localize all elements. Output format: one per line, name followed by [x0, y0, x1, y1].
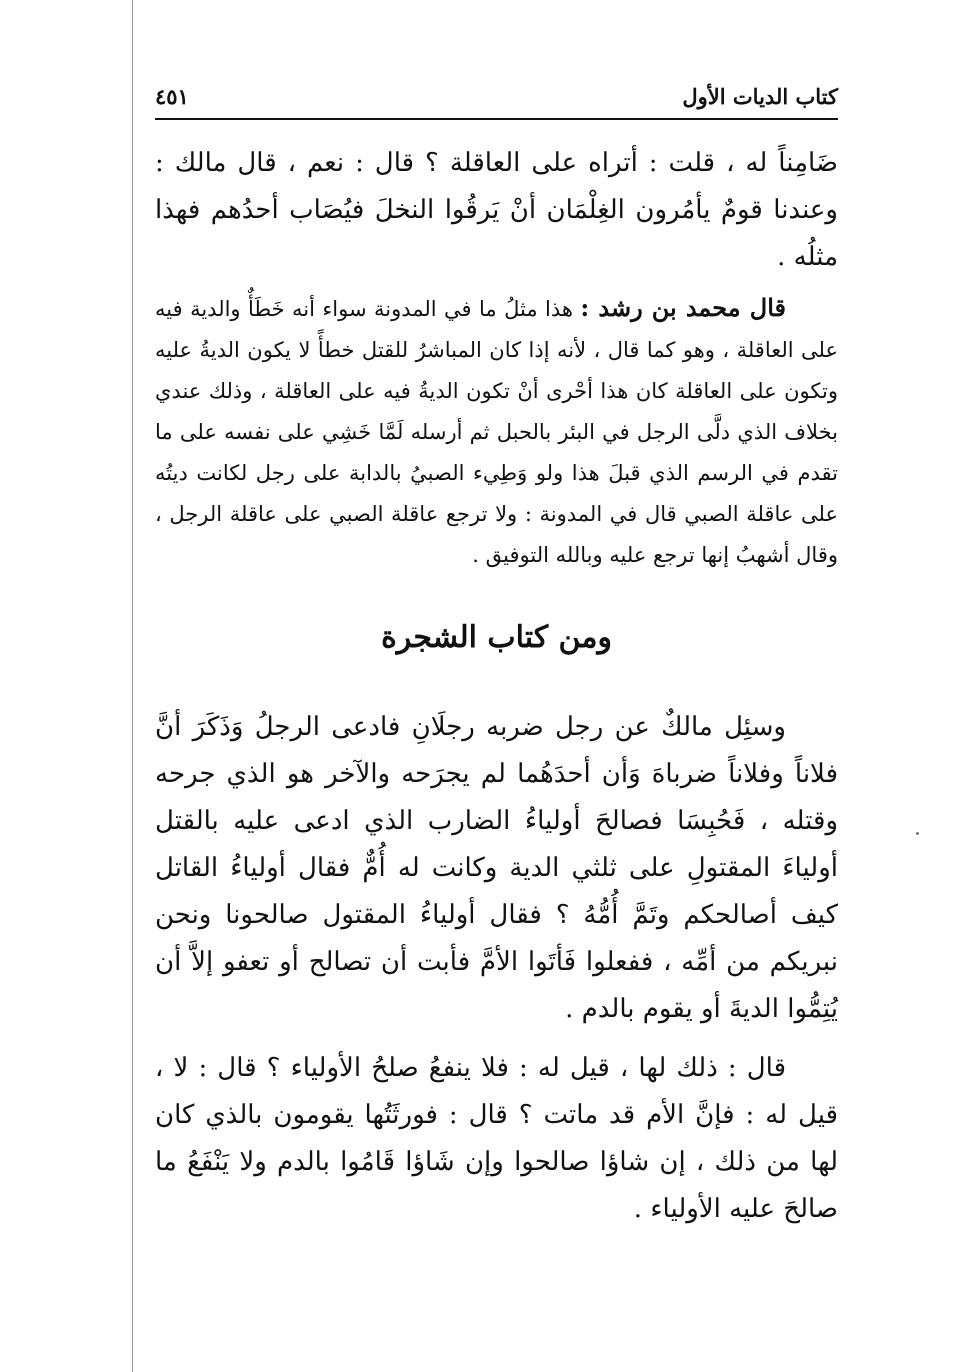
opening-paragraph: ضَامِناً له ، قلت : أتراه على العاقلة ؟ قال : نعم ، قال مالك : وعندنا قومٌ يأمُرون الغِلْمَان أنْ يَرقُوا النخلَ فيُصَاب أحدُهم فهذا مثلُه . — [155, 148, 838, 272]
section-heading: ومن كتاب الشجرة — [381, 620, 612, 655]
running-title: كتاب الديات الأول — [682, 84, 838, 109]
book-page — [155, 78, 838, 1233]
section-paragraph-1: وسئِل مالكٌ عن رجل ضربه رجلَانِ فادعى الرجلُ وَذَكَرَ أنَّ فلاناً وفلاناً ضرباهَ وَأن أحدَهُما لم يجرَحه والآخر هو الذي جرحه وقتله ، فَحُبِسَا فصالحَ أولياءُ الضارب الذي ادعى عليه بالقتل أولياءَ المقتولِ على ثلثي الدية وكانت له أُمٌّ فقال أولياءُ القاتل كيف أصالحكم وتَمَّ أُمُّهُ ؟ فقال أولياءُ المقتول صالحونا ونحن نبريكم من أمِّه ، ففعلوا فَأتَوا الأمَّ فأبت أن تصالح أو تعفو إلاَّ أن يُتِمُّوا الديةَ أو يقوم بالدم . — [155, 712, 838, 1024]
margin-speck — [916, 832, 919, 835]
commentary-speaker: قال محمد بن رشد : — [580, 293, 786, 322]
page-header — [155, 78, 838, 120]
commentary-text: هذا مثلُ ما في المدونة سواء أنه خَطَأٌ والدية فيه على العاقلة ، وهو كما قال ، لأنه إذا كان المباشرُ للقتل خطأً لا يكون الديةُ عليه وتكون على العاقلة كان هذا أحْرى أنْ تكون الديةُ فيه على العاقلة ، وذلك عندي بخلاف الذي دلَّى الرجل في البئر بالحبل ثم أرسله لَمَّا خَشِي على نفسه على ما تقدم في الرسم الذي قبلَ هذا ولو وَطِيء الصبيُ بالدابة على رجل لكانت ديتُه على عاقلة الصبي قال في المدونة : ولا ترجع عاقلة الصبي على عاقلة الرجل ، وقال أشهبُ إنها ترجع عليه وبالله التوفيق . — [155, 297, 838, 567]
section-paragraph-2: قال : ذلك لها ، قيل له : فلا ينفعُ صلحُ الأولياء ؟ قال : لا ، قيل له : فإنَّ الأم قد ماتت ؟ قال : فورثَتُها يقومون بالذي كان لها من ذلك ، إن شاؤا صالحوا وإن شَاؤا قَامُوا بالدم ولا يَنْفَعُ ما صالحَ عليه الأولياء . — [155, 1053, 838, 1224]
binding-gutter-line — [132, 0, 133, 1372]
commentary-paragraph — [155, 287, 838, 576]
page-body — [155, 140, 838, 1233]
page-number: ٤٥١ — [155, 84, 189, 109]
